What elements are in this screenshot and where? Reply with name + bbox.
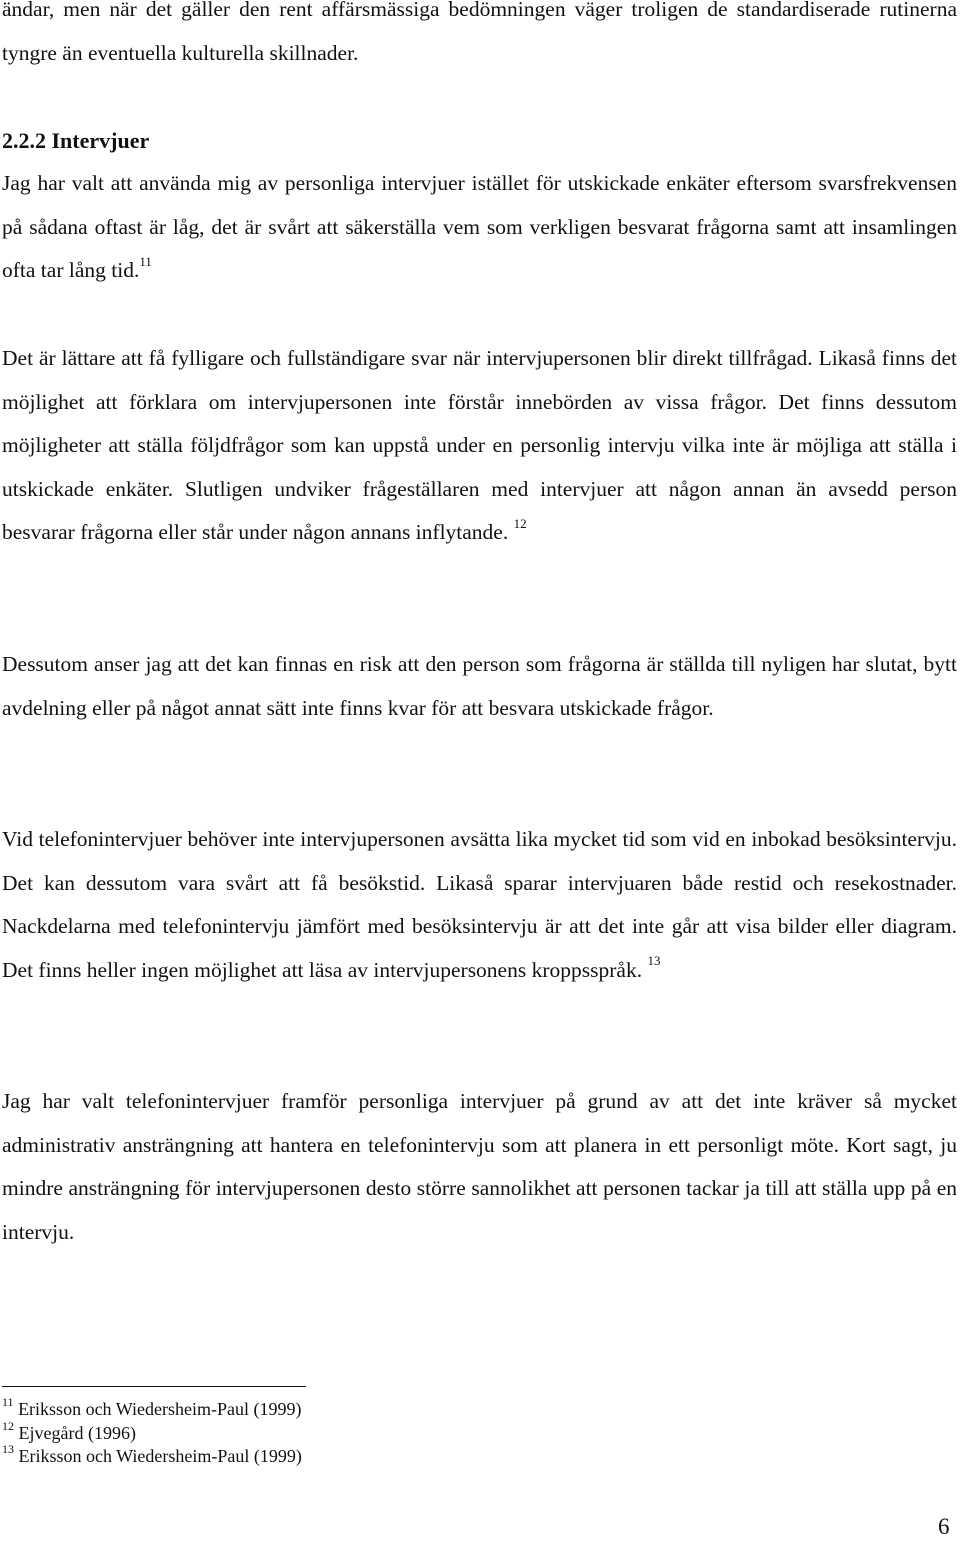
footnote-ref: 12 xyxy=(513,515,527,531)
paragraph-text: Det är lättare att få fylligare och fullständigare svar när intervjupersonen blir direkt tillfrågad. Likaså finns det möjlighet att förklara om intervjupersonen inte förstår innebörden av vissa frågor. Det finns dessutom möjligheter att ställa följdfrågor som kan uppstå under en personlig intervju vilka inte är möjliga att ställa i utskickade enkäter. Slutligen undviker frågeställaren med intervjuer att någon annan än avsedd person besvarar frågorna eller står under någon annans inflytande. xyxy=(2,346,957,544)
footnote-item xyxy=(2,1395,302,1422)
paragraph-advantages xyxy=(2,337,957,555)
paragraph-telephone xyxy=(2,818,957,992)
footnote-number: 12 xyxy=(2,1418,14,1433)
footnote-number: 13 xyxy=(2,1442,14,1456)
paragraph-text: Jag har valt telefonintervjuer framför personliga intervjuer på grund av att det inte kräver så mycket administrativ ansträngning att hantera en telefonintervju som att planera in ett personligt möte. Kort sagt, ju mindre ansträngning för intervjupersonen desto större sannolikhet att personen tackar ja till att ställa upp på en intervju. xyxy=(2,1089,957,1244)
paragraph-interviews xyxy=(2,162,957,293)
paragraph-choice xyxy=(2,1080,957,1254)
footnote-ref: 13 xyxy=(647,953,661,969)
paragraph-intro xyxy=(2,0,957,75)
footnote-number: 11 xyxy=(2,1395,14,1409)
paragraph-text: ändar, men när det gäller den rent affärsmässiga bedömningen väger troligen de standardiserade rutinerna tyngre än eventuella kulturella skillnader. xyxy=(2,0,957,65)
paragraph-text: Dessutom anser jag att det kan finnas en risk att den person som frågorna är ställda till nyligen har slutat, bytt avdelning eller på något annat sätt inte finns kvar för att besvara utskickade frågor. xyxy=(2,652,957,720)
footnote-separator xyxy=(2,1386,306,1387)
footnote-item xyxy=(2,1442,302,1469)
footnote-text: Ejvegård (1996) xyxy=(18,1422,136,1443)
footnotes xyxy=(2,1395,302,1469)
footnote-text: Eriksson och Wiedersheim-Paul (1999) xyxy=(18,1399,302,1419)
paragraph-text: Jag har valt att använda mig av personliga intervjuer istället för utskickade enkäter eftersom svarsfrekvensen på sådana oftast är låg, det är svårt att säkerställa vem som verkligen besvarat frågorna samt att insamlingen ofta tar lång tid. xyxy=(2,171,957,282)
footnote-text: Eriksson och Wiedersheim-Paul (1999) xyxy=(18,1446,302,1466)
paragraph-risk xyxy=(2,643,957,730)
section-heading: 2.2.2 Intervjuer xyxy=(2,128,150,153)
footnote-item xyxy=(2,1418,302,1446)
paragraph-text: Vid telefonintervjuer behöver inte intervjupersonen avsätta lika mycket tid som vid en inbokad besöksintervju. Det kan dessutom vara svårt att få besökstid. Likaså sparar intervjuaren både restid och resekostnader. Nackdelarna med telefonintervju jämfört med besöksintervju är att det inte går att visa bilder eller diagram. Det finns heller ingen möjlighet att läsa av intervjupersonens kroppsspråk. xyxy=(2,827,957,982)
page-number: 6 xyxy=(938,1514,950,1539)
footnote-ref: 11 xyxy=(139,253,152,269)
